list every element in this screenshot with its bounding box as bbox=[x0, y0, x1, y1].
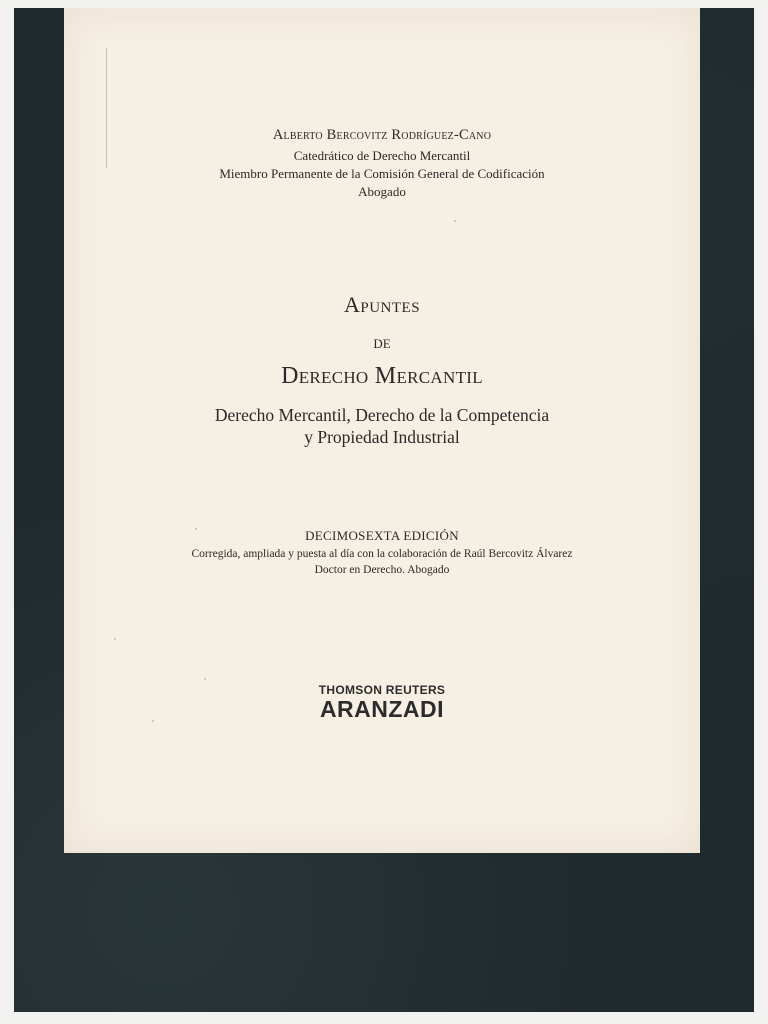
book-title-line-1: Apuntes bbox=[343, 292, 421, 317]
author-credentials bbox=[64, 147, 700, 201]
scan-speck bbox=[114, 638, 116, 640]
publisher-parent: THOMSON REUTERS bbox=[318, 683, 446, 697]
book-subtitle bbox=[64, 404, 700, 448]
subtitle-line: y Propiedad Industrial bbox=[304, 427, 460, 447]
author-name: Alberto Bercovitz Rodríguez-Cano bbox=[272, 127, 492, 143]
author-credential-line: Miembro Permanente de la Comisión General de Codificación bbox=[219, 166, 545, 181]
author-credential-line: Abogado bbox=[358, 184, 406, 199]
book-title-line-2: de bbox=[373, 332, 391, 352]
scan-speck bbox=[204, 678, 206, 680]
scan-speck bbox=[195, 528, 197, 530]
author-credential-line: Catedrático de Derecho Mercantil bbox=[293, 148, 471, 163]
edition-note-line: Corregida, ampliada y puesta al día con la colaboración de Raúl Bercovitz Álvarez bbox=[191, 548, 573, 560]
edition-note-line: Doctor en Derecho. Abogado bbox=[314, 564, 450, 576]
scan-speck bbox=[454, 220, 456, 222]
title-page bbox=[64, 8, 700, 853]
subtitle-line: Derecho Mercantil, Derecho de la Competencia bbox=[214, 405, 550, 425]
publisher-logo: ARANZADI bbox=[319, 696, 445, 722]
book-title-line-3: Derecho Mercantil bbox=[281, 363, 483, 389]
scan-speck bbox=[152, 720, 154, 722]
edition-label: DECIMOSEXTA EDICIÓN bbox=[305, 528, 459, 543]
edition-note bbox=[64, 546, 700, 578]
